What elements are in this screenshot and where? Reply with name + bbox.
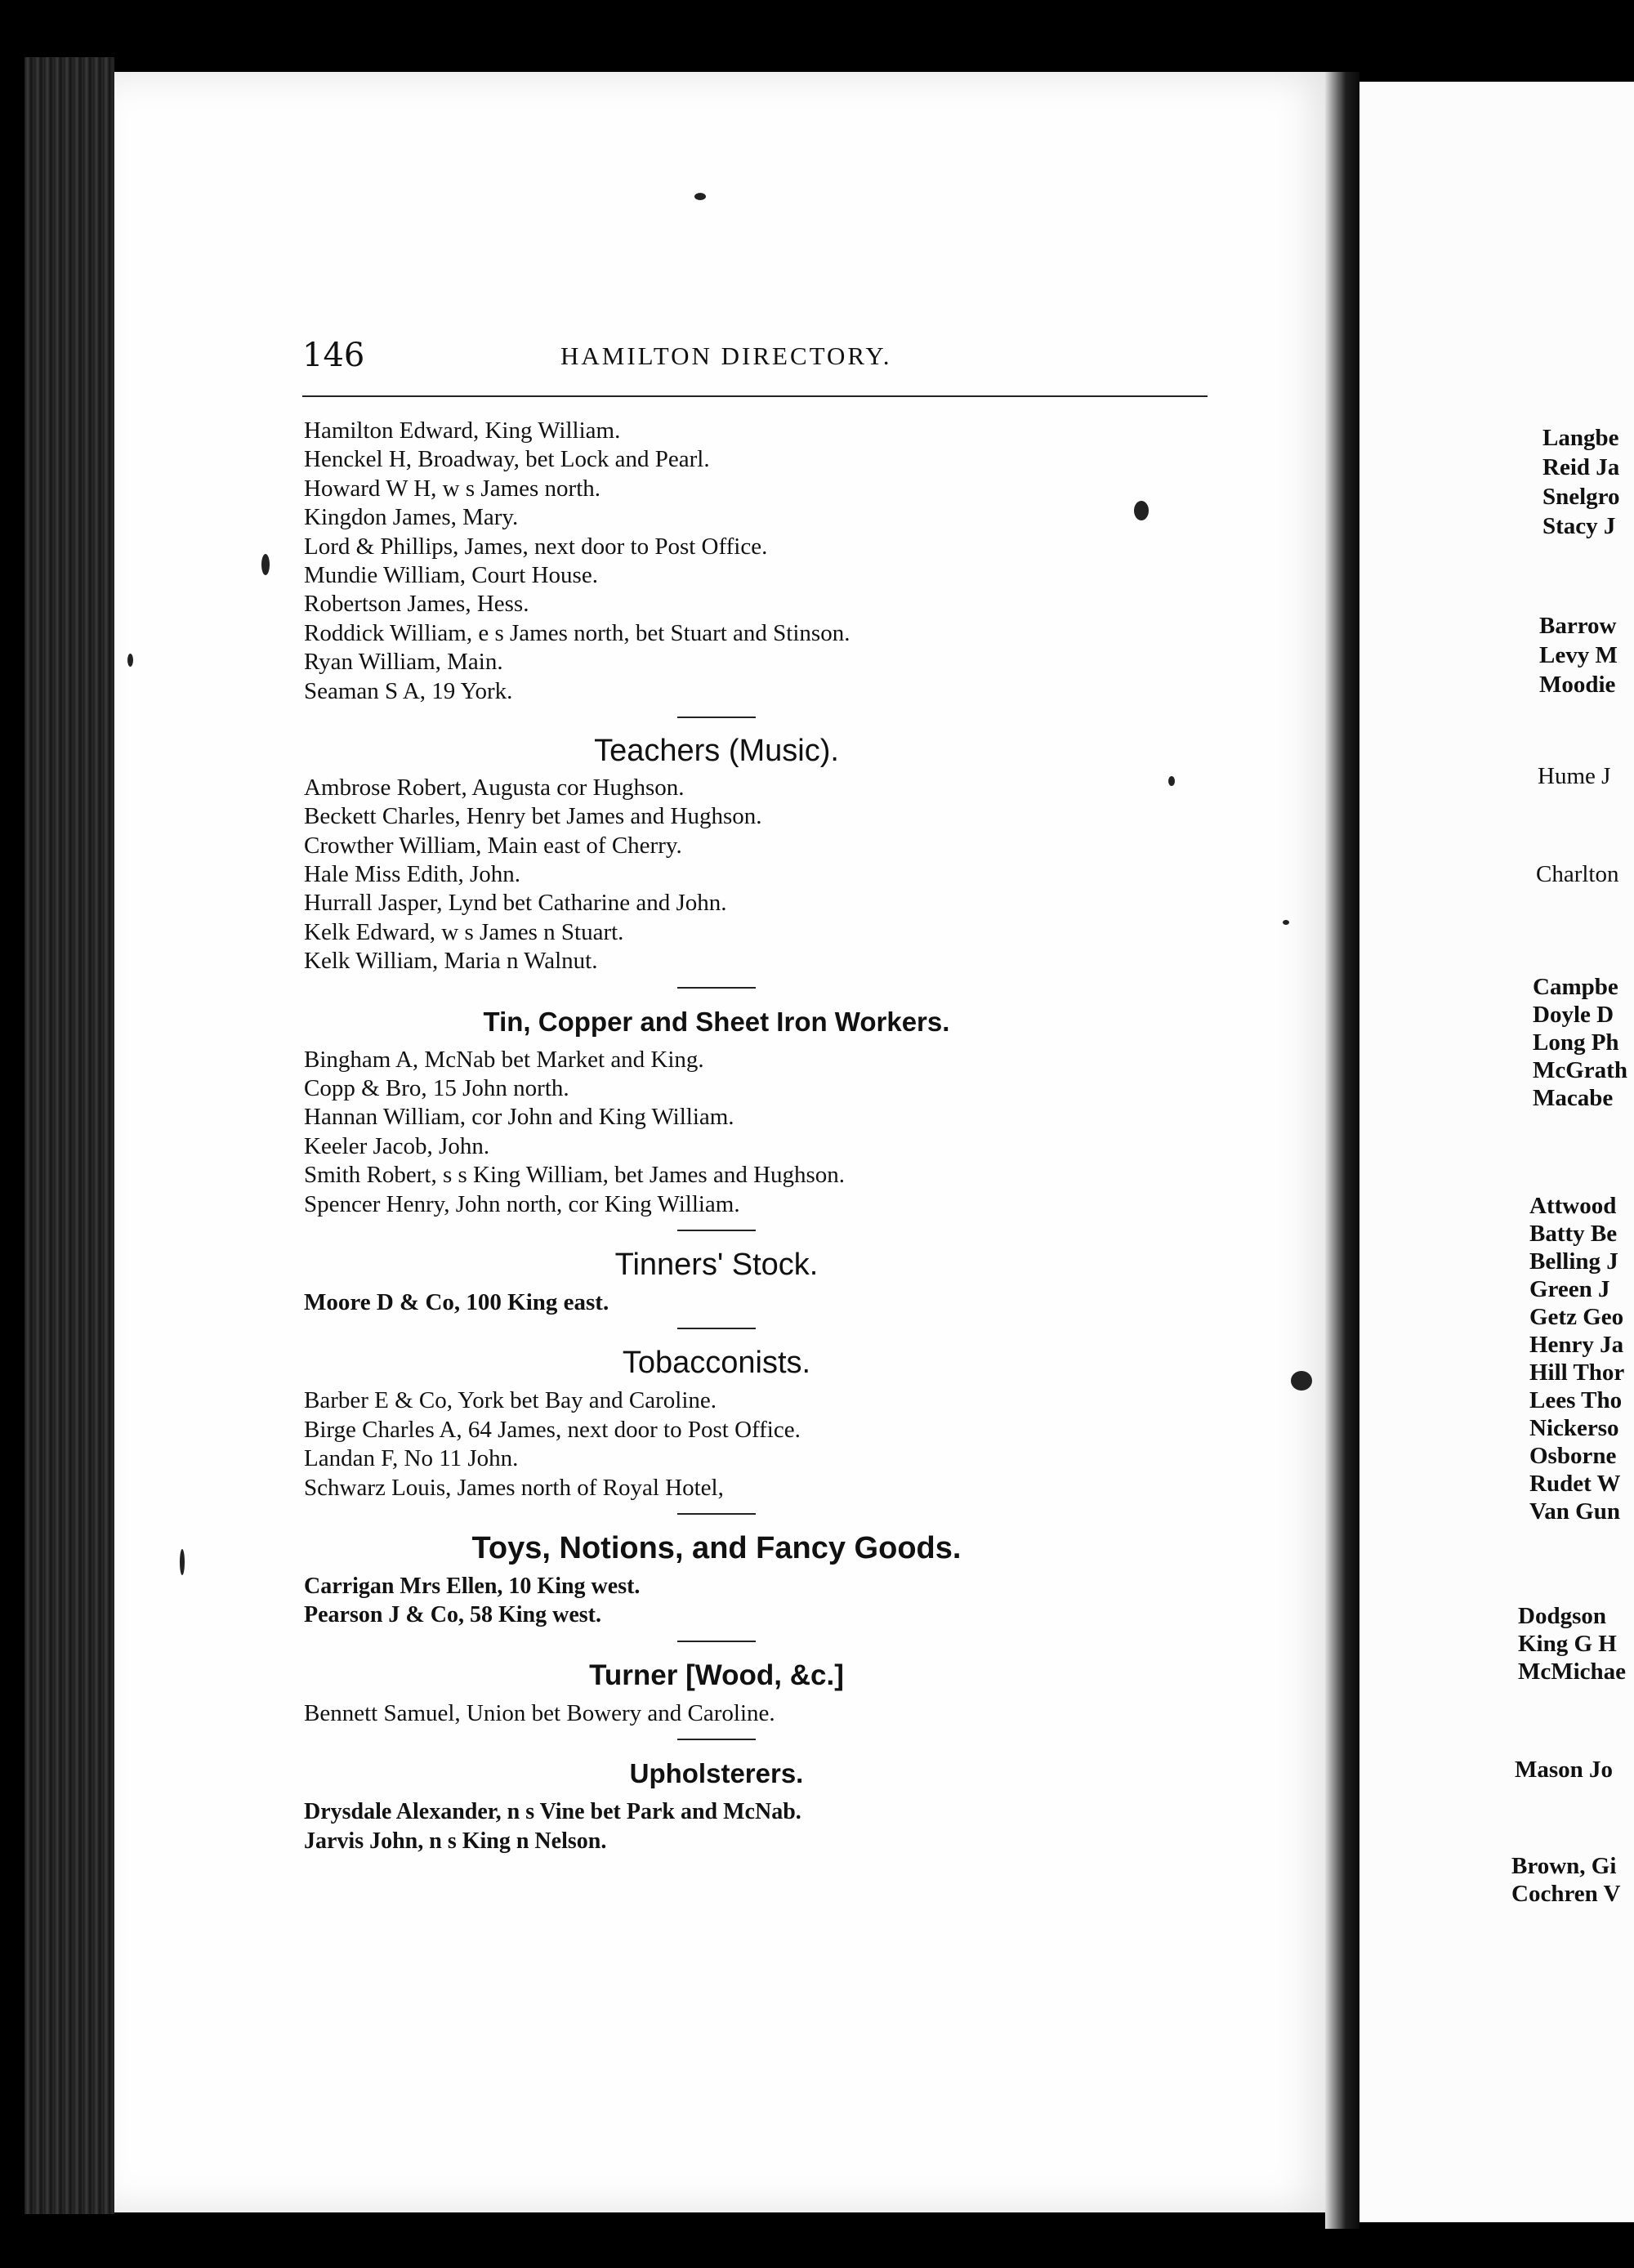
book-spine-edge [25, 57, 114, 2214]
directory-entry: Carrigan Mrs Ellen, 10 King west. [304, 1573, 641, 1599]
directory-entry: Kelk Edward, w s James n Stuart. [304, 918, 624, 945]
section-divider [677, 1739, 756, 1740]
ink-speck [1134, 501, 1149, 520]
page-number: 146 [302, 337, 365, 374]
entry-list [304, 1572, 1129, 1630]
right-page-entry: Batty Be [1529, 1221, 1618, 1247]
section-heading-tin-copper-sheet-iron: Tin, Copper and Sheet Iron Workers. [483, 1006, 950, 1037]
directory-entry: Hamilton Edward, King William. [304, 417, 621, 444]
right-page-entry: McGrath [1533, 1057, 1627, 1083]
section-heading-tobacconists: Tobacconists. [622, 1346, 811, 1381]
right-page-entry: Lees Tho [1529, 1387, 1623, 1413]
right-page-entry: Osborne [1529, 1443, 1617, 1469]
directory-entry: Pearson J & Co, 58 King west. [304, 1602, 601, 1628]
section-divider [677, 987, 756, 989]
directory-entry: Henckel H, Broadway, bet Lock and Pearl. [304, 446, 710, 473]
ink-speck [180, 1549, 185, 1575]
directory-entry: Birge Charles A, 64 James, next door to Post Office. [304, 1416, 801, 1443]
ink-speck [1291, 1371, 1312, 1391]
right-page-entry: Cochren V [1511, 1881, 1621, 1907]
right-page-entry: Getz Geo [1529, 1304, 1624, 1330]
directory-entry: Bennett Samuel, Union bet Bowery and Caroline. [304, 1699, 775, 1726]
right-page-entry: Levy M [1539, 642, 1618, 668]
entry-list [304, 1699, 1129, 1728]
directory-entry: Lord & Phillips, James, next door to Post Office. [304, 533, 768, 560]
directory-entry: Seaman S A, 19 York. [304, 677, 513, 704]
ink-speck [261, 554, 270, 575]
entry-list [304, 1046, 1129, 1219]
right-page-entry: Stacy J [1542, 513, 1616, 539]
right-page-entry: Brown, Gi [1511, 1853, 1617, 1879]
directory-entry: Keeler Jacob, John. [304, 1132, 490, 1159]
entry-list [304, 417, 1129, 706]
directory-entry: Bingham A, McNab bet Market and King. [304, 1046, 704, 1073]
right-page-entry: Macabe [1533, 1085, 1614, 1111]
section-heading-upholsterers: Upholsterers. [629, 1758, 804, 1789]
section-divider [677, 1513, 756, 1515]
directory-entry: Mundie William, Court House. [304, 561, 598, 588]
right-page-entry: McMichae [1518, 1659, 1627, 1685]
right-page-entry: Belling J [1529, 1248, 1618, 1275]
ink-speck [694, 193, 706, 200]
header-rule [302, 395, 1208, 397]
entry-list [304, 774, 1129, 976]
right-page-entry: Hill Thor [1529, 1359, 1625, 1386]
right-page-entry: Green J [1529, 1276, 1610, 1302]
directory-entry: Ryan William, Main. [304, 649, 503, 676]
right-page-entry: Mason Jo [1515, 1757, 1614, 1783]
directory-entry: Roddick William, e s James north, bet Stuart and Stinson. [304, 619, 850, 646]
right-page-entry: Campbe [1533, 974, 1618, 1000]
directory-entry: Landan F, No 11 John. [304, 1445, 519, 1472]
running-title: HAMILTON DIRECTORY. [560, 342, 892, 370]
right-page-entry: Charlton [1536, 861, 1619, 887]
right-page-entry: Dodgson [1518, 1603, 1606, 1629]
right-page-entry: Reid Ja [1542, 454, 1620, 480]
directory-entry: Hannan William, cor John and King William. [304, 1104, 734, 1131]
entry-list [304, 1797, 1129, 1855]
right-page-entry: Snelgro [1542, 484, 1620, 510]
section-divider [677, 1328, 756, 1329]
ink-speck [1168, 776, 1175, 786]
directory-entry: Smith Robert, s s King William, bet James and Hughson. [304, 1162, 846, 1189]
directory-entry: Spencer Henry, John north, cor King William. [304, 1190, 740, 1217]
right-page-entry: Doyle D [1533, 1002, 1614, 1028]
directory-entry: Barber E & Co, York bet Bay and Caroline. [304, 1387, 717, 1414]
directory-entry: Robertson James, Hess. [304, 591, 529, 618]
book-gutter [1325, 72, 1359, 2229]
directory-entry: Hale Miss Edith, John. [304, 861, 521, 888]
right-page-entry: Long Ph [1533, 1029, 1619, 1056]
page-header [302, 337, 1209, 386]
directory-entry: Ambrose Robert, Augusta cor Hughson. [304, 774, 685, 801]
directory-entry: Beckett Charles, Henry bet James and Hughson. [304, 803, 762, 830]
section-heading-turner: Turner [Wood, &c.] [589, 1659, 844, 1691]
ink-speck [1283, 920, 1289, 925]
section-heading-tinners-stock: Tinners' Stock. [614, 1247, 819, 1282]
right-page-entry: Nickerso [1529, 1415, 1619, 1441]
right-page-entry: Rudet W [1529, 1471, 1621, 1497]
section-heading-teachers-music: Teachers (Music). [594, 733, 839, 768]
section-divider [677, 1230, 756, 1231]
right-page-entry: Henry Ja [1529, 1332, 1624, 1358]
directory-entry: Moore D & Co, 100 King east. [304, 1288, 609, 1315]
section-divider [677, 717, 756, 718]
right-page-entry: Langbe [1542, 425, 1619, 451]
right-page-entry: Van Gun [1529, 1498, 1620, 1525]
section-divider [677, 1641, 756, 1642]
directory-entry: Kingdon James, Mary. [304, 504, 519, 531]
right-page-text-column [1511, 425, 1634, 1961]
right-page-entry: Attwood [1529, 1193, 1617, 1219]
directory-entry: Howard W H, w s James north. [304, 475, 600, 502]
section-heading-toys-notions: Toys, Notions, and Fancy Goods. [471, 1530, 962, 1565]
directory-entry: Hurrall Jasper, Lynd bet Catharine and John. [304, 890, 727, 917]
entry-list [304, 1288, 1129, 1317]
directory-content [304, 417, 1129, 1855]
entry-list [304, 1386, 1129, 1502]
right-page-entry: Moodie [1539, 672, 1616, 698]
right-page-entry: Barrow [1539, 613, 1617, 639]
right-page-entry: King G H [1518, 1631, 1617, 1657]
directory-entry: Drysdale Alexander, n s Vine bet Park and McNab. [304, 1799, 801, 1825]
directory-entry: Schwarz Louis, James north of Royal Hotel, [304, 1474, 724, 1501]
ink-speck [127, 654, 133, 667]
right-page-entry: Hume J [1538, 763, 1611, 789]
directory-entry: Kelk William, Maria n Walnut. [304, 948, 598, 975]
directory-entry: Jarvis John, n s King n Nelson. [304, 1828, 607, 1854]
directory-entry: Copp & Bro, 15 John north. [304, 1075, 569, 1102]
directory-entry: Crowther William, Main east of Cherry. [304, 832, 682, 859]
